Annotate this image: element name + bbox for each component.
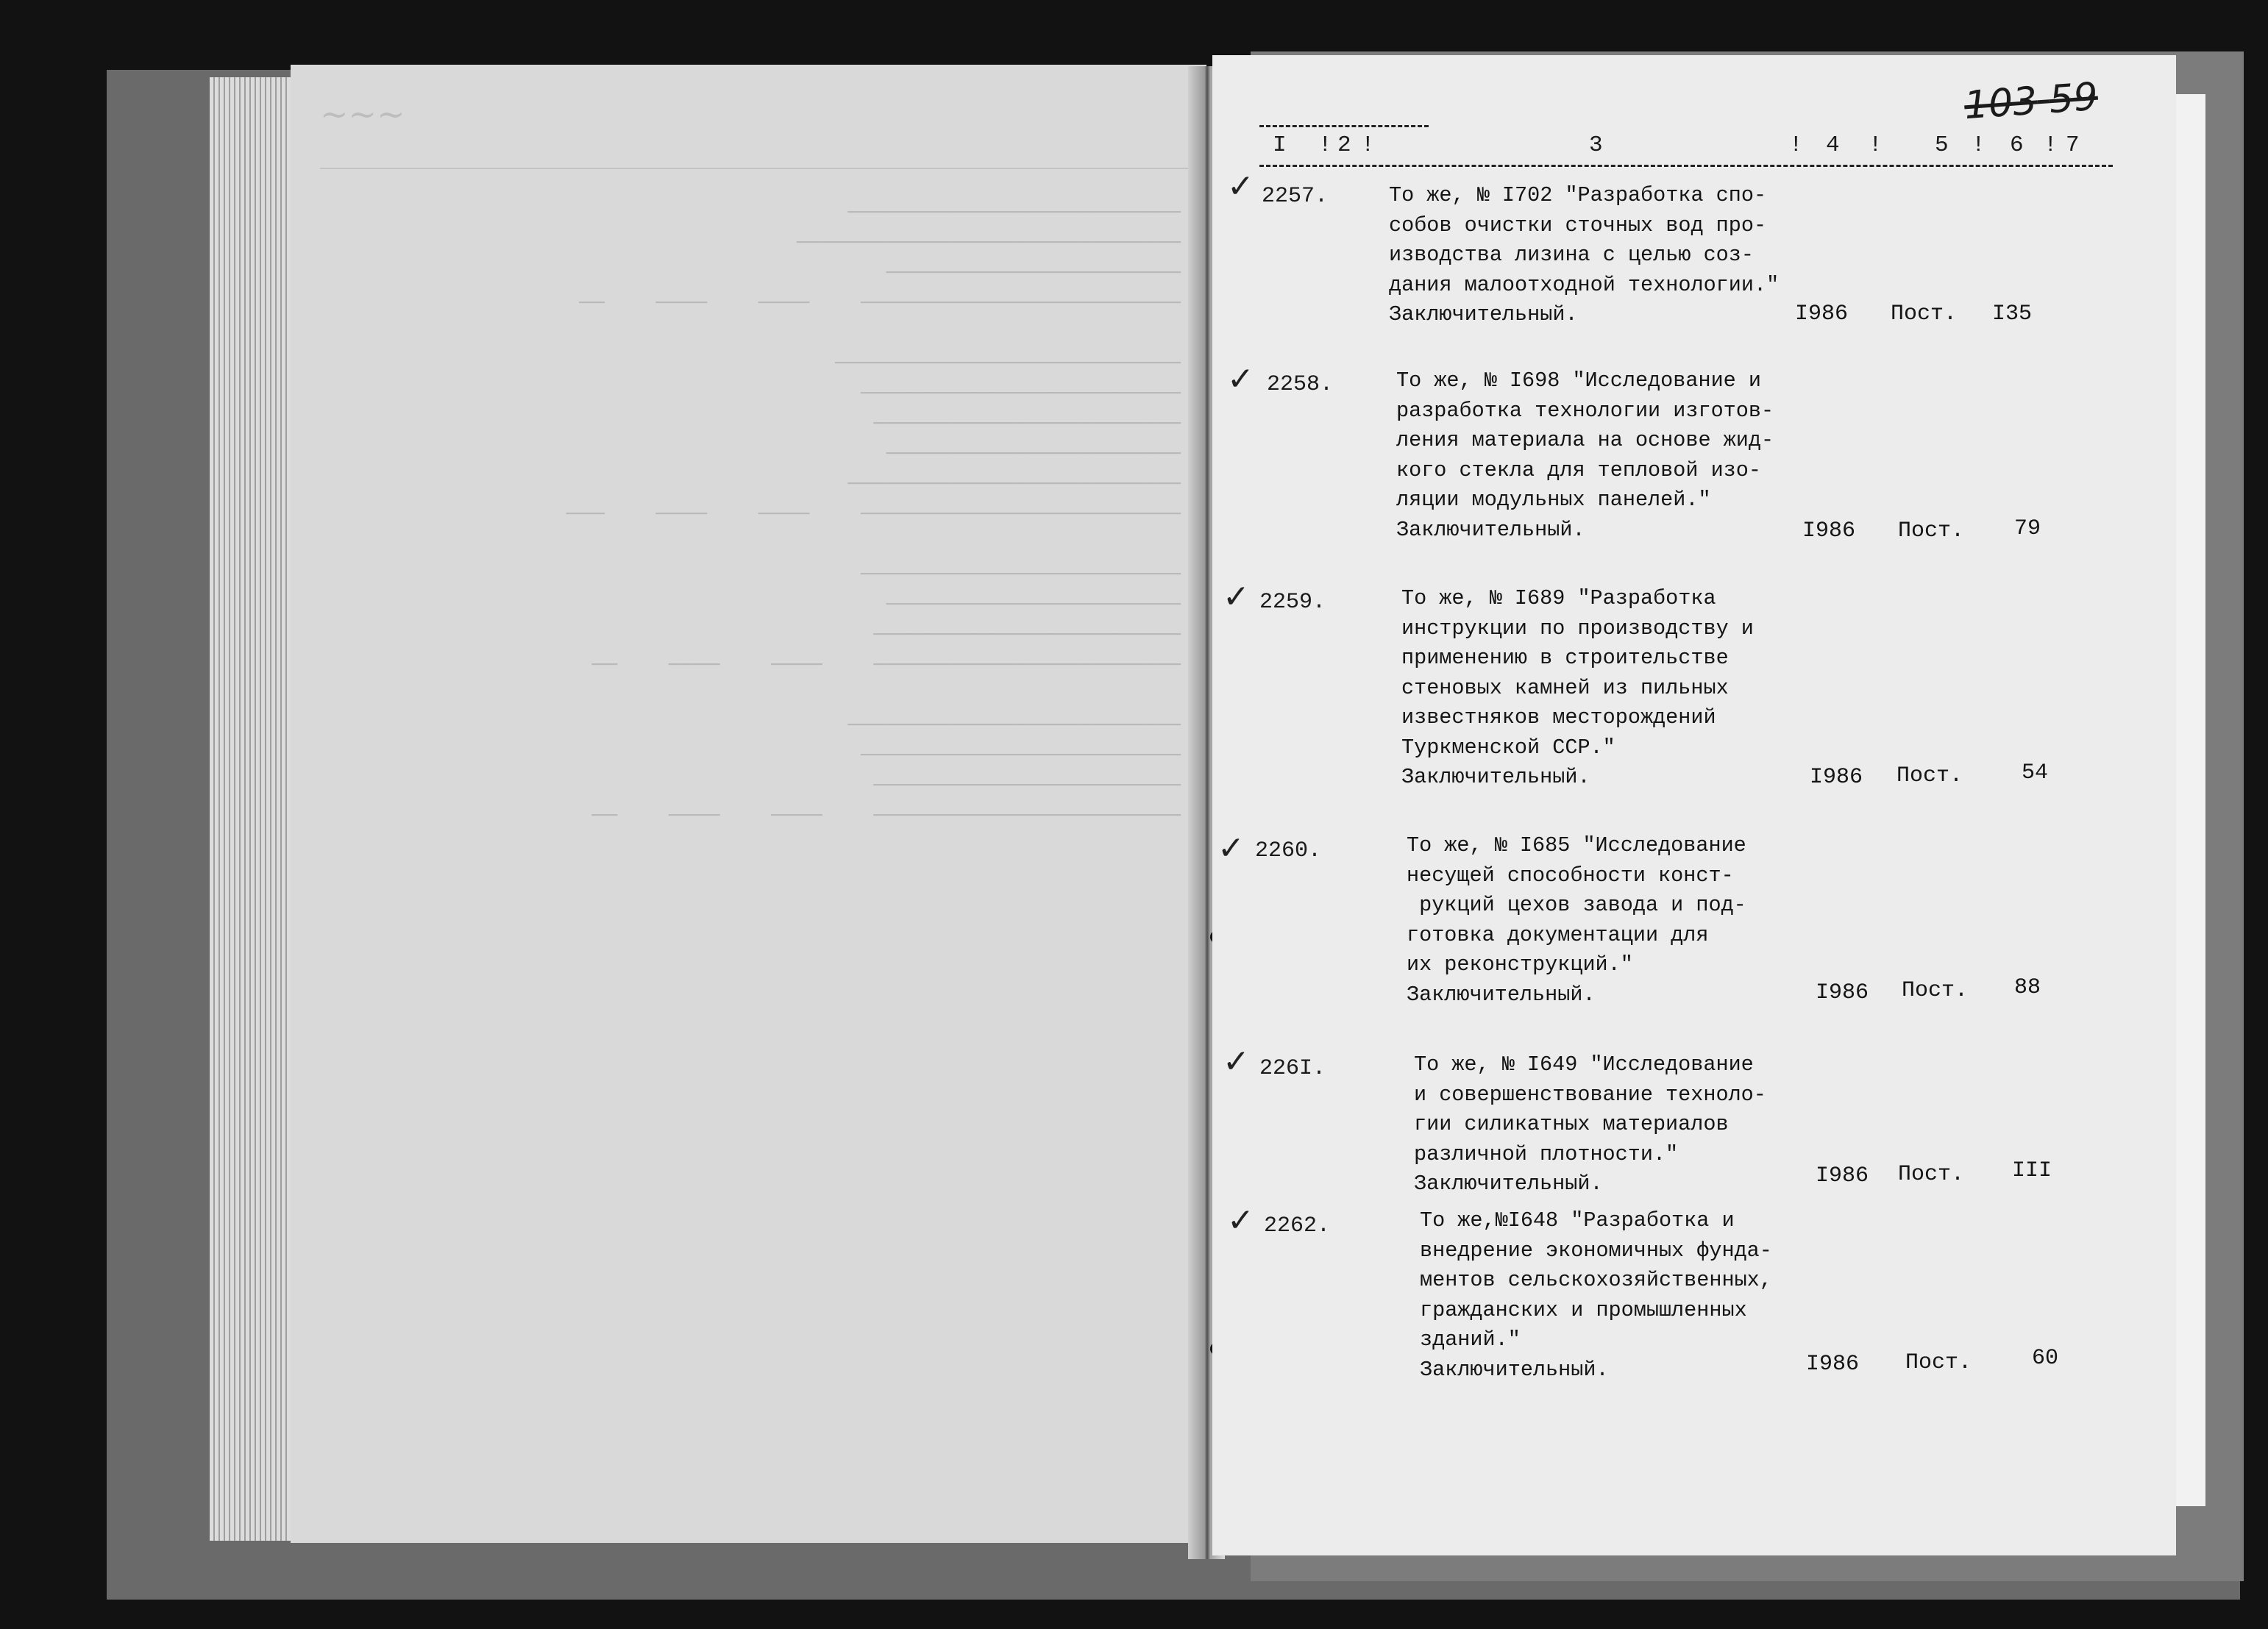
header-rule	[1259, 165, 2113, 167]
checkmark-icon: ✓	[1223, 578, 1250, 616]
description-line: То же, № I702 "Разработка спо-	[1389, 183, 1767, 207]
record-pages: I35	[1992, 302, 2033, 327]
header-col-4: 4	[1826, 132, 1840, 158]
left-page	[291, 65, 1206, 1543]
description-line: их реконструкций."	[1407, 952, 1633, 977]
description-line: рукций цехов завода и под-	[1407, 893, 1746, 917]
description-line: ления материала на основе жид-	[1396, 428, 1774, 452]
description-line: изводства лизина с целью соз-	[1389, 243, 1754, 267]
bleed-through-text: ────────────────────────── ────────────────────────────── ─────────────────────── ───────────────────────── ──── ──── ── ─────────────────────────── ───────────────────────── ──────────────────────── ─────────────────────── ────────────────────────── ───────────────────────── ──── ──── ─── ───────────────────────── ─────────────────────── ──────────────────────── ──────────────────────── ──── ──── ── ────────────────────────── ───────────────────────── ──────────────────────── ──────────────────────── ──── ──── ──	[566, 201, 1181, 828]
bleed-through-mark: ~~~	[320, 94, 405, 134]
description-line: собов очистки сточных вод про-	[1389, 213, 1767, 238]
page-stack-edges	[210, 77, 298, 1541]
description-line: гии силикатных материалов	[1414, 1112, 1729, 1136]
sheet-number-value: 103	[1963, 79, 2039, 129]
header-separator: !	[1972, 132, 1986, 158]
record-description	[1389, 181, 1779, 330]
record-year: I986	[1816, 1163, 1869, 1188]
bleed-through-header-rule	[320, 138, 1188, 169]
description-line: инструкции по производству и	[1401, 616, 1754, 641]
checkmark-icon: ✓	[1227, 1202, 1254, 1239]
description-line: внедрение экономичных фунда-	[1420, 1238, 1772, 1263]
record-pages: III	[2012, 1158, 2052, 1183]
description-line: известняков месторождений	[1401, 705, 1716, 730]
sheet-old-number: 59	[2047, 74, 2100, 123]
description-line: зданий."	[1420, 1327, 1521, 1352]
record-year: I986	[1795, 302, 1849, 327]
record-year: I986	[1806, 1352, 1860, 1377]
header-col-3: 3	[1589, 132, 1603, 158]
header-col-7: 7	[2066, 132, 2080, 158]
record-description	[1414, 1050, 1766, 1200]
record-status: Пост.	[1902, 978, 1969, 1003]
header-col-6: 6	[2010, 132, 2024, 158]
record-year: I986	[1816, 980, 1869, 1005]
description-line: готовка документации для	[1407, 922, 1709, 947]
description-line: Заключительный.	[1414, 1172, 1603, 1196]
description-line: ляции модульных панелей."	[1396, 488, 1711, 512]
sheet-number	[1963, 75, 2100, 129]
record-description	[1407, 831, 1746, 1010]
description-line: Заключительный.	[1407, 982, 1596, 1007]
record-number: 2259.	[1259, 590, 1326, 615]
checkmark-icon: ✓	[1227, 360, 1254, 398]
header-separator: !	[1869, 132, 1883, 158]
description-line: кого стекла для тепловой изо-	[1396, 457, 1761, 482]
record-description	[1396, 366, 1774, 545]
record-number: 2258.	[1267, 372, 1334, 397]
record-status: Пост.	[1896, 763, 1963, 788]
record-pages: 60	[2032, 1346, 2059, 1371]
description-line: применению в строительстве	[1401, 646, 1729, 670]
checkmark-icon: ✓	[1227, 168, 1254, 205]
record-status: Пост.	[1898, 518, 1965, 543]
record-description	[1420, 1206, 1772, 1385]
header-separator: !	[1361, 132, 1375, 158]
record-status: Пост.	[1891, 302, 1958, 327]
description-line: Заключительный.	[1396, 517, 1585, 542]
header-separator: !	[2044, 132, 2058, 158]
description-line: То же, № I685 "Исследование	[1407, 833, 1746, 858]
description-line: То же, № I698 "Исследование и	[1396, 368, 1761, 393]
description-line: Заключительный.	[1420, 1357, 1609, 1382]
header-separator: !	[1318, 132, 1332, 158]
checkmark-icon: ✓	[1217, 830, 1245, 867]
description-line: Туркменской ССР."	[1401, 735, 1615, 760]
page-edge-tab	[2176, 94, 2205, 1506]
record-pages: 54	[2022, 760, 2049, 785]
description-line: гражданских и промышленных	[1420, 1297, 1747, 1322]
description-line: Заключительный.	[1401, 765, 1590, 789]
header-col-1: I	[1273, 132, 1287, 158]
description-line: ментов сельскохозяйственных,	[1420, 1268, 1772, 1292]
record-pages: 88	[2014, 975, 2041, 1000]
description-line: разработка технологии изготов-	[1396, 398, 1774, 423]
header-top-rule	[1259, 125, 1429, 127]
record-number: 2257.	[1262, 184, 1329, 209]
header-separator: !	[1789, 132, 1803, 158]
description-line: и совершенствование техноло-	[1414, 1082, 1766, 1107]
record-number: 2262.	[1264, 1213, 1331, 1238]
record-number: 2260.	[1255, 838, 1322, 863]
record-description	[1401, 584, 1754, 793]
description-line: несущей способности конст-	[1407, 863, 1734, 888]
description-line: дания малоотходной технологии."	[1389, 272, 1780, 297]
description-line: стеновых камней из пильных	[1401, 675, 1729, 700]
description-line: То же, № I689 "Разработка	[1401, 586, 1716, 610]
record-status: Пост.	[1905, 1350, 1972, 1375]
record-number: 226I.	[1259, 1056, 1326, 1081]
description-line: То же, № I649 "Исследование	[1414, 1052, 1754, 1077]
checkmark-icon: ✓	[1223, 1043, 1250, 1080]
description-line: То же,№I648 "Разработка и	[1420, 1208, 1735, 1233]
record-pages: 79	[2014, 516, 2041, 541]
description-line: Заключительный.	[1389, 302, 1578, 327]
description-line: различной плотности."	[1414, 1141, 1679, 1166]
header-col-2: 2	[1337, 132, 1351, 158]
record-status: Пост.	[1898, 1162, 1965, 1187]
header-col-5: 5	[1935, 132, 1949, 158]
record-year: I986	[1802, 518, 1856, 543]
record-year: I986	[1810, 765, 1863, 790]
